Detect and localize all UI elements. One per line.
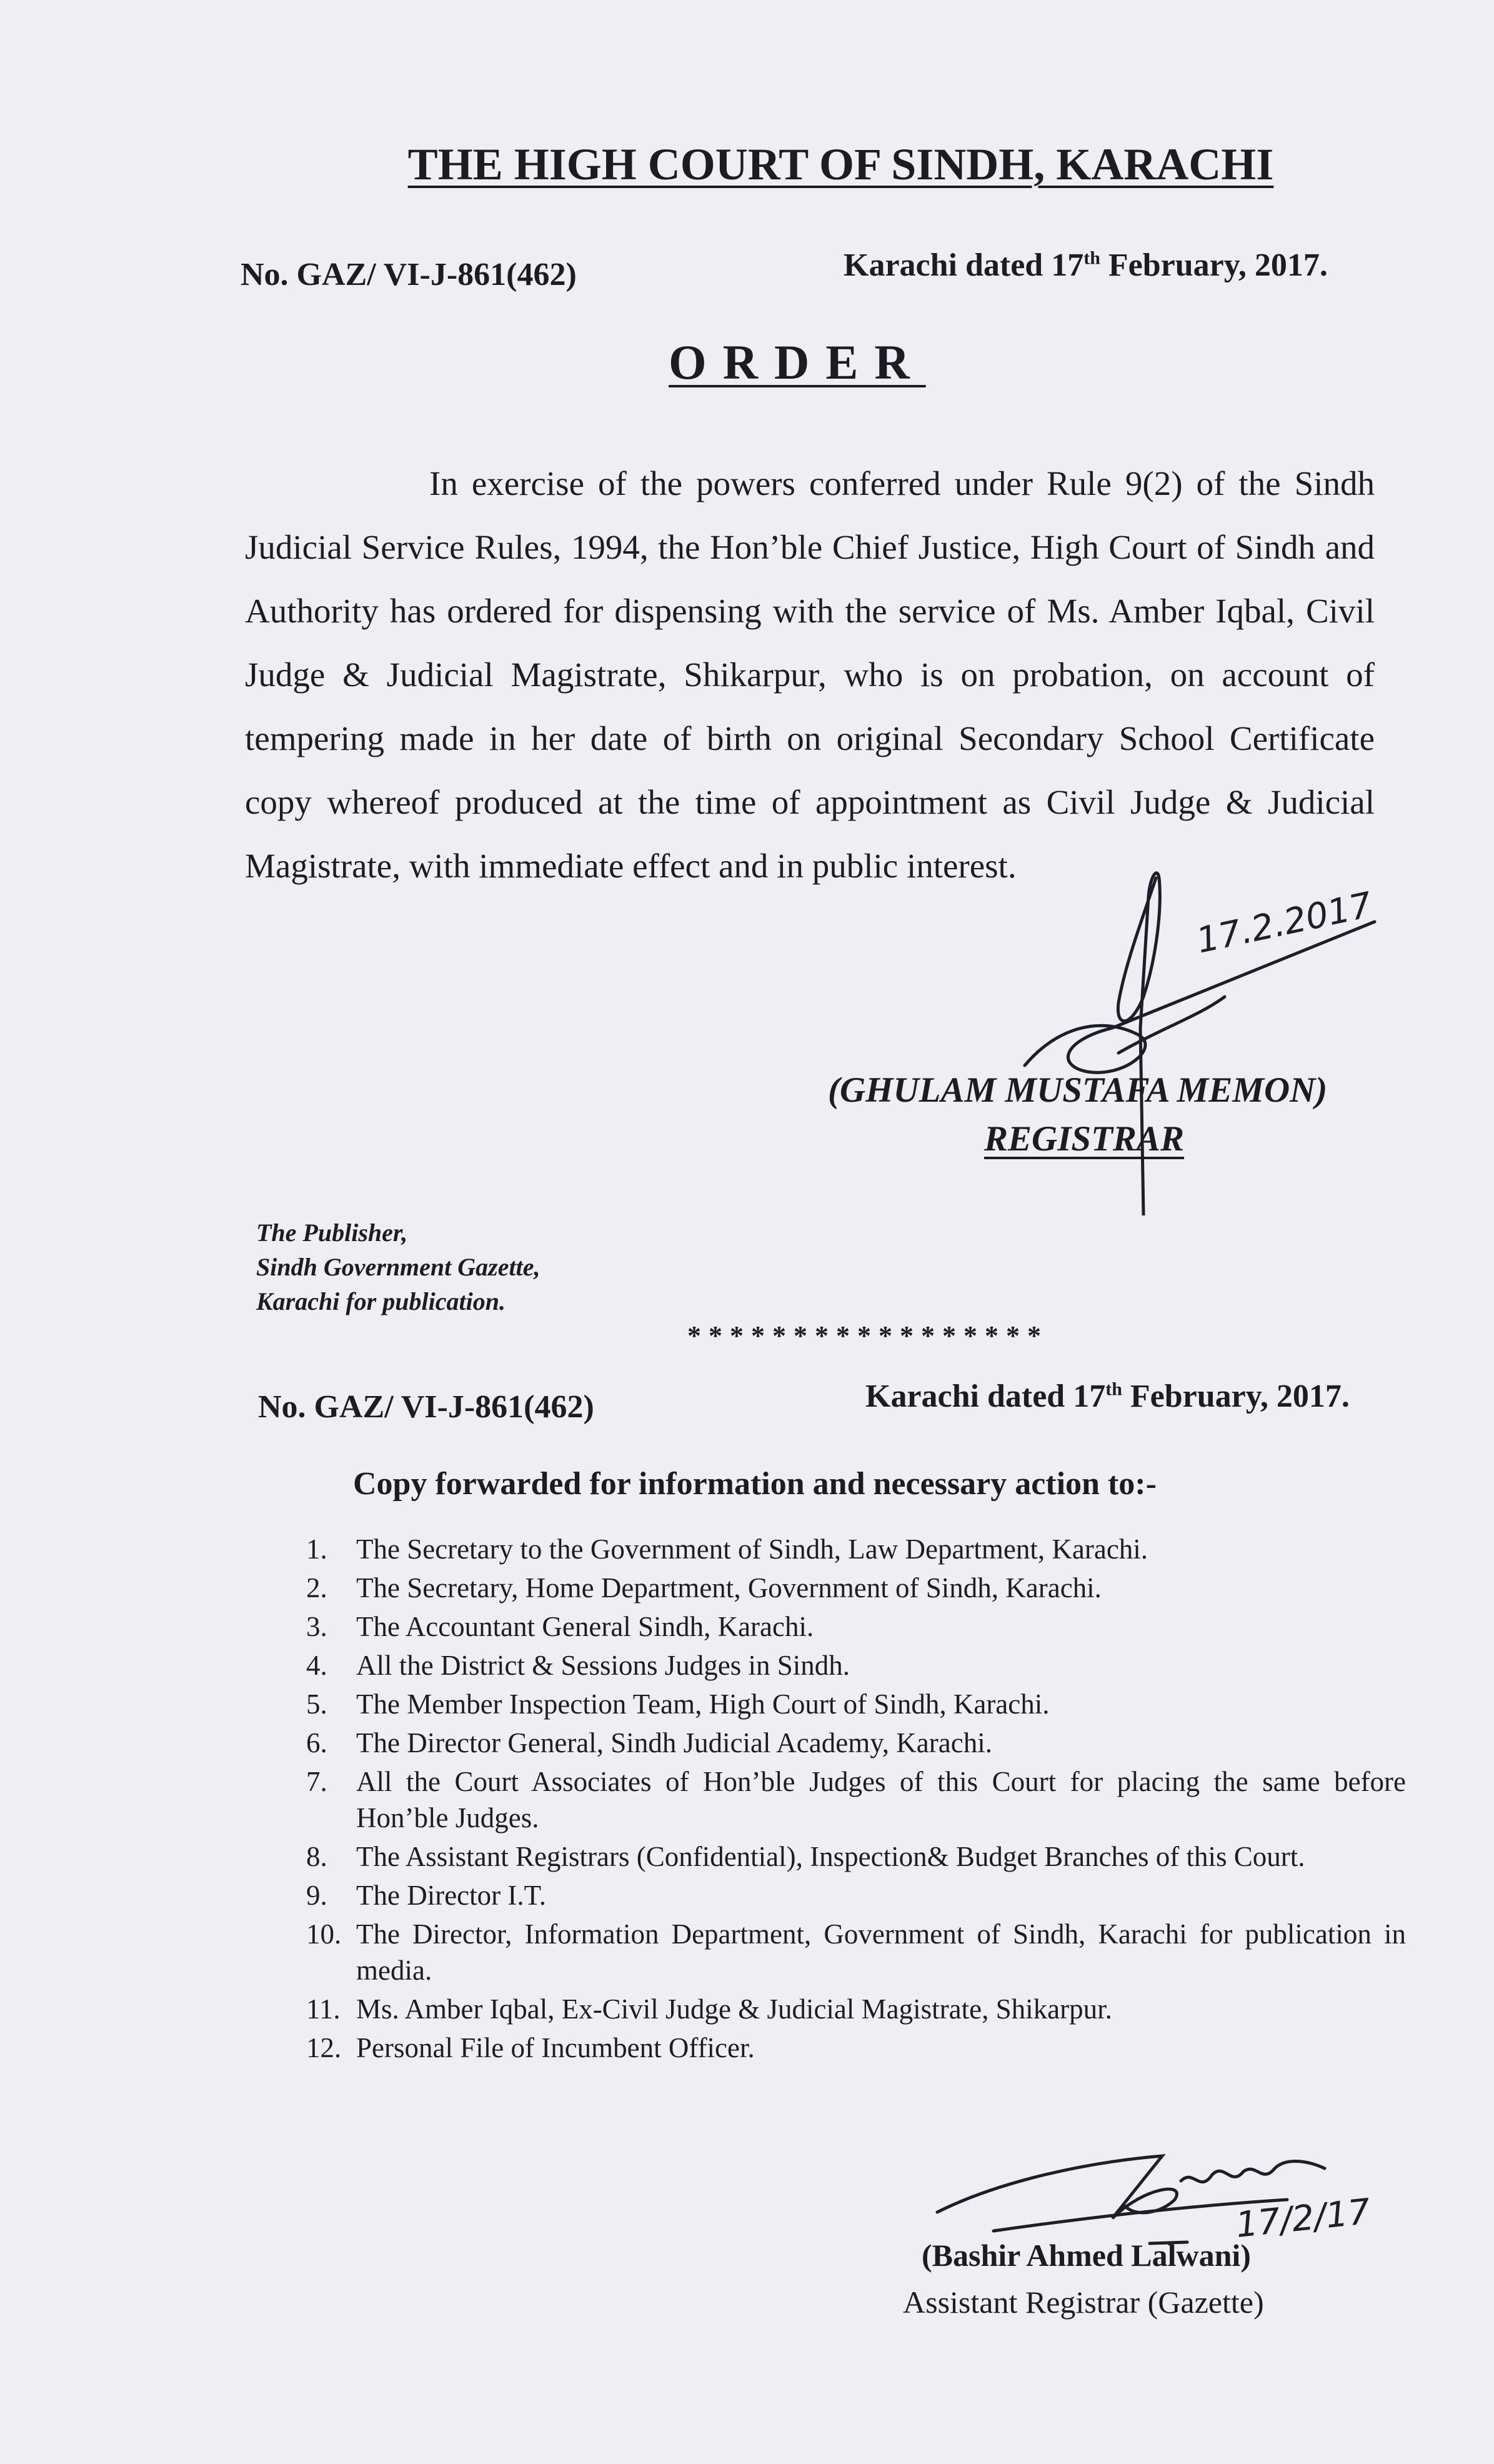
list-item-number: 2.	[306, 1572, 327, 1604]
list-item-text: The Member Inspection Team, High Court of Sindh, Karachi.	[356, 1688, 1050, 1720]
list-item-number: 5.	[306, 1688, 327, 1720]
order-date	[844, 247, 1328, 284]
assistant-registrar-title: Assistant Registrar (Gazette)	[903, 2285, 1264, 2320]
list-item-number: 6.	[306, 1727, 327, 1758]
list-item-number: 4.	[306, 1650, 327, 1681]
assistant-registrar-signature-date: 17/2/17	[1233, 2191, 1373, 2246]
list-item	[306, 1531, 1406, 1567]
publisher-line-3: Karachi for publication.	[256, 1287, 505, 1315]
list-item-text: The Secretary to the Government of Sindh, Law Department, Karachi.	[356, 1534, 1148, 1565]
copy-number: No. GAZ/ VI-J-861(462)	[258, 1389, 594, 1425]
order-date-sup: th	[1083, 247, 1100, 269]
registrar-signature-date: 17.2.2017	[1193, 884, 1376, 962]
list-item	[306, 1686, 1406, 1722]
copy-heading: Copy forwarded for information and necessary action to:-	[353, 1466, 1157, 1502]
distribution-list	[306, 1531, 1406, 2068]
list-item	[306, 1991, 1406, 2027]
list-item	[306, 1570, 1406, 1606]
list-item-number: 7.	[306, 1766, 327, 1797]
copy-date-prefix: Karachi dated 17	[865, 1379, 1106, 1414]
order-date-suffix: February, 2017.	[1100, 247, 1328, 283]
list-item	[306, 1838, 1406, 1875]
publisher-line-2: Sindh Government Gazette,	[256, 1253, 540, 1281]
list-item-number: 10.	[306, 1918, 342, 1950]
list-item-text: The Accountant General Sindh, Karachi.	[356, 1611, 814, 1642]
publisher-address	[256, 1215, 694, 1319]
order-date-prefix: Karachi dated 17	[844, 247, 1084, 283]
list-item-text: The Director General, Sindh Judicial Academy, Karachi.	[356, 1727, 992, 1758]
publisher-line-1: The Publisher,	[256, 1219, 408, 1247]
list-item-text: Ms. Amber Iqbal, Ex-Civil Judge & Judicial Magistrate, Shikarpur.	[356, 1993, 1112, 2025]
order-heading: ORDER	[669, 335, 926, 389]
separator-stars: *****************	[687, 1320, 1048, 1351]
registrar-name: (GHULAM MUSTAFA MEMON)	[828, 1070, 1328, 1110]
list-item-text: Personal File of Incumbent Officer.	[356, 2032, 755, 2063]
assistant-registrar-name: (Bashir Ahmed Lalwani)	[922, 2238, 1251, 2273]
copy-date-suffix: February, 2017.	[1122, 1379, 1350, 1414]
list-item	[306, 1725, 1406, 1761]
list-item-text: All the District & Sessions Judges in Sindh.	[356, 1650, 850, 1681]
order-body: In exercise of the powers conferred under Rule 9(2) of the Sindh Judicial Service Rules, 1994, the Hon’ble Chief Justice, High Court of Sindh and Authority has ordered for dispensing with the service of Ms. Amber Iqbal, Civil Judge & Judicial Magistrate, Shikarpur, who is on probation, on account of tempering made in her date of birth on original Secondary School Certificate copy whereof produced at the time of appointment as Civil Judge & Judicial Magistrate, with immediate effect and in public interest.	[245, 464, 1375, 885]
list-item	[306, 1916, 1406, 1988]
list-item-number: 3.	[306, 1611, 327, 1642]
list-item-number: 9.	[306, 1880, 327, 1911]
court-title-text: THE HIGH COURT OF SINDH, KARACHI	[407, 139, 1274, 189]
list-item	[306, 2030, 1406, 2066]
order-number: No. GAZ/ VI-J-861(462)	[241, 257, 577, 292]
registrar-title: REGISTRAR	[984, 1119, 1184, 1159]
list-item	[306, 1609, 1406, 1645]
assistant-registrar-signature	[925, 2125, 1400, 2253]
copy-date-sup: th	[1105, 1379, 1122, 1400]
court-title	[0, 139, 1494, 191]
list-item-text: The Director I.T.	[356, 1880, 547, 1911]
list-item-text: The Director, Information Department, Government of Sindh, Karachi for publication in media.	[356, 1918, 1406, 1986]
list-item	[306, 1647, 1406, 1683]
list-item-text: All the Court Associates of Hon’ble Judges of this Court for placing the same before Hon’ble Judges.	[356, 1766, 1406, 1833]
assistant-registrar-signature-drawing	[925, 2125, 1400, 2250]
registrar-signature-drawing	[962, 840, 1400, 1215]
list-item-number: 1.	[306, 1534, 327, 1565]
list-item-number: 11.	[306, 1993, 341, 2025]
list-item-number: 8.	[306, 1841, 327, 1872]
list-item-number: 12.	[306, 2032, 342, 2063]
list-item	[306, 1877, 1406, 1913]
list-item-text: The Secretary, Home Department, Government of Sindh, Karachi.	[356, 1572, 1102, 1604]
list-item	[306, 1763, 1406, 1836]
registrar-signature	[962, 840, 1400, 1219]
list-item-text: The Assistant Registrars (Confidential), Inspection& Budget Branches of this Court.	[356, 1841, 1305, 1872]
copy-date	[865, 1378, 1350, 1415]
